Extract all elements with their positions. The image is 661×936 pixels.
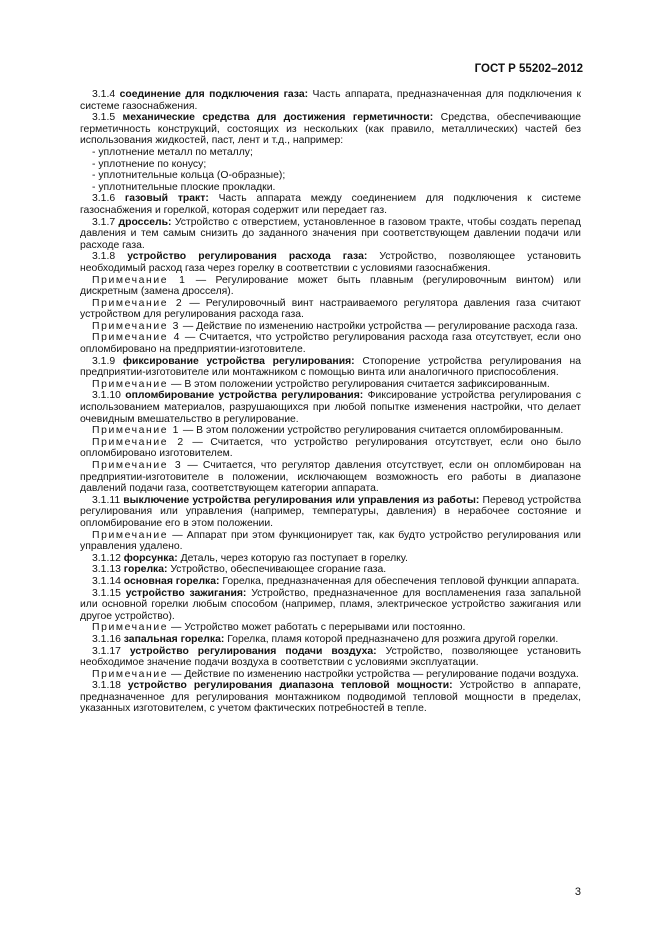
note-text: — В этом положении устройство регулирования считается опломбированным.: [180, 425, 564, 437]
clause-3-1-10: [80, 390, 581, 425]
clause-number: 3.1.7: [92, 216, 119, 228]
clause-definition: Перевод устройства регулирования или управления (например, температуры, давления) в нерабочее состояние и опломбирование его в этом положении.: [80, 494, 581, 529]
document-body: [80, 89, 581, 715]
clause-3-1-18: [80, 680, 581, 715]
note-text: — Устройство может работать с перерывами или постоянно.: [168, 622, 466, 634]
note: [80, 298, 581, 321]
clause-term: устройство регулирования подачи воздуха:: [129, 645, 377, 657]
note: [80, 622, 581, 634]
page-number: 3: [574, 886, 581, 898]
clause-number: 3.1.9: [92, 355, 123, 367]
note: [80, 460, 581, 495]
note-text: — Считается, что регулятор давления отсутствует, если он опломбирован на предприятии-изготовителе в положении, исключающем возможность его работы в диапазоне давлений подачи газа, соответствующем категории аппарата.: [80, 460, 581, 495]
note-text: — Считается, что устройство регулирования расхода газа отсутствует, если оно опломбировано на предприятии-изготовителе.: [80, 332, 581, 356]
clause-3-1-16: [80, 634, 581, 646]
clause-number: 3.1.17: [92, 645, 130, 657]
clause-term: опломбирование устройства регулирования:: [125, 390, 364, 402]
standard-header: ГОСТ Р 55202–2012: [474, 63, 583, 75]
note-label: Примечание 2: [92, 436, 185, 448]
clause-term: устройство регулирования диапазона тепловой мощности:: [127, 680, 453, 692]
clause-term: выключение устройства регулирования или управления из работы:: [123, 494, 480, 506]
list-item: - уплотнительные кольца (О-образные);: [92, 170, 286, 182]
clause-3-1-8: [80, 251, 581, 274]
clause-term: форсунка:: [123, 552, 178, 564]
clause-number: 3.1.12: [92, 552, 124, 564]
note: [80, 321, 581, 333]
note: [80, 530, 581, 553]
clause-definition: Средства, обеспечивающие герметичность конструкций, состоящих из нескольких (как правило, металлических) частей без использования жидкостей, паст, лент и т.д., например:: [80, 112, 581, 147]
clause-number: 3.1.4: [92, 89, 120, 100]
clause-number: 3.1.5: [92, 112, 123, 124]
clause-definition: Горелка, предназначенная для обеспечения тепловой функции аппарата.: [219, 575, 580, 587]
clause-3-1-13: [80, 564, 581, 576]
note-text: — В этом положении устройство регулирования считается зафиксированным.: [168, 378, 550, 390]
clause-definition: Устройство с отверстием, установленное в газовом тракте, чтобы создать перепад давления и тем самым снизить до заданного значения при соответствующем давлении подачи или расходе газа.: [80, 216, 581, 251]
clause-number: 3.1.6: [92, 193, 125, 205]
clause-term: фиксирование устройства регулирования:: [122, 355, 355, 367]
clause-term: устройство зажигания:: [125, 587, 247, 599]
list-item: - уплотнение металл по металлу;: [92, 146, 253, 158]
clause-definition: Деталь, через которую газ поступает в горелку.: [177, 552, 408, 564]
note-label: Примечание 1: [92, 425, 181, 437]
clause-number: 3.1.8: [92, 251, 128, 263]
clause-definition: Горелка, пламя которой предназначено для розжига другой горелки.: [224, 633, 559, 645]
clause-definition: Часть аппарата между соединением для подключения к системе газоснабжения и горелкой, которая содержит или передает газ.: [80, 193, 581, 216]
note: [80, 379, 581, 391]
note-label: Примечание: [92, 529, 169, 541]
clause-definition: Стопорение устройства регулирования на предприятии-изготовителе или монтажником с помощью винта или аналогичного приспособления.: [80, 355, 581, 379]
clause-definition: Устройство, позволяющее установить необходимое значение подачи воздуха в соответствии с условиями эксплуатации.: [80, 645, 582, 669]
note-label: Примечание: [92, 622, 169, 634]
clause-term: механические средства для достижения герметичности:: [122, 112, 434, 124]
clause-term: соединение для подключения газа:: [119, 89, 309, 100]
clause-3-1-12: [80, 553, 581, 565]
clause-3-1-17: [80, 646, 581, 669]
clause-term: газовый тракт:: [124, 193, 209, 205]
clause-number: 3.1.13: [92, 564, 124, 576]
clause-3-1-4: [80, 89, 581, 112]
note-text: — Действие по изменению настройки устройства — регулирование подачи воздуха.: [168, 668, 579, 680]
clause-3-1-7: [80, 217, 581, 252]
note: [80, 332, 581, 355]
list-item: - уплотнительные плоские прокладки.: [92, 181, 276, 193]
note-label: Примечание 2: [92, 297, 184, 309]
clause-definition: Устройство, обеспечивающее сгорание газа.: [167, 564, 387, 576]
clause-3-1-9: [80, 356, 581, 379]
note: [80, 437, 581, 460]
clause-term: основная горелка:: [123, 575, 220, 587]
clause-3-1-5: [80, 112, 581, 147]
clause-term: дроссель:: [118, 216, 172, 228]
clause-term: запальная горелка:: [123, 633, 225, 645]
clause-definition: Устройство, позволяющее установить необходимый расход газа через горелку в соответствии с условиями газоснабжения.: [80, 251, 582, 274]
clause-number: 3.1.14: [92, 575, 124, 587]
note: [80, 669, 581, 681]
note-text: — Регулирование может быть плавным (регулировочным винтом) или дискретным (замена дросселя).: [80, 274, 581, 298]
clause-number: 3.1.15: [92, 587, 126, 599]
clause-term: горелка:: [123, 564, 168, 576]
clause-3-1-15: [80, 588, 581, 623]
note-text: — Регулировочный винт настраиваемого регулятора давления газа считают устройством для регулирования расхода газа.: [80, 297, 581, 321]
clause-definition: Часть аппарата, предназначенная для подключения к системе газоснабжения.: [80, 89, 582, 112]
clause-number: 3.1.10: [92, 390, 126, 402]
note-label: Примечание: [92, 668, 169, 680]
clause-definition: Устройство в аппарате, предназначенное для регулирования монтажником подводимой тепловой мощности в пределах, указанных изготовителем, с учетом фактических потребностей в тепле.: [80, 680, 581, 715]
note-label: Примечание 3: [92, 320, 181, 332]
clause-definition: Фиксирование устройства регулирования с использованием материалов, разрушающихся при любой попытке изменения настройки, что делает очевидным вмешательство в регулирование.: [80, 390, 582, 425]
clause-number: 3.1.18: [92, 680, 128, 692]
clause-number: 3.1.11: [92, 494, 124, 506]
note-label: Примечание: [92, 378, 169, 390]
clause-number: 3.1.16: [92, 633, 124, 645]
note: [80, 425, 581, 437]
clause-3-1-14: [80, 576, 581, 588]
clause-definition: Устройство, предназначенное для воспламенения газа запальной или основной горелки любым способом (например, пламя, электрическое устройство зажигания или другое устройство).: [80, 587, 582, 622]
note-label: Примечание 1: [92, 274, 187, 286]
note-label: Примечание 3: [92, 460, 183, 471]
list-item: - уплотнение по конусу;: [92, 158, 207, 170]
note-text: — Считается, что устройство регулирования отсутствует, если оно было опломбировано изготовителем.: [80, 436, 581, 460]
note-label: Примечание 4: [92, 332, 181, 344]
note-text: — Действие по изменению настройки устройства — регулирование расхода газа.: [180, 320, 578, 332]
note: [80, 275, 581, 298]
clause-3-1-6: [80, 193, 581, 216]
note-text: — Аппарат при этом функционирует так, как будто устройство регулирования или управления удалено.: [80, 529, 581, 553]
clause-3-1-11: [80, 495, 581, 530]
clause-term: устройство регулирования расхода газа:: [127, 251, 368, 263]
